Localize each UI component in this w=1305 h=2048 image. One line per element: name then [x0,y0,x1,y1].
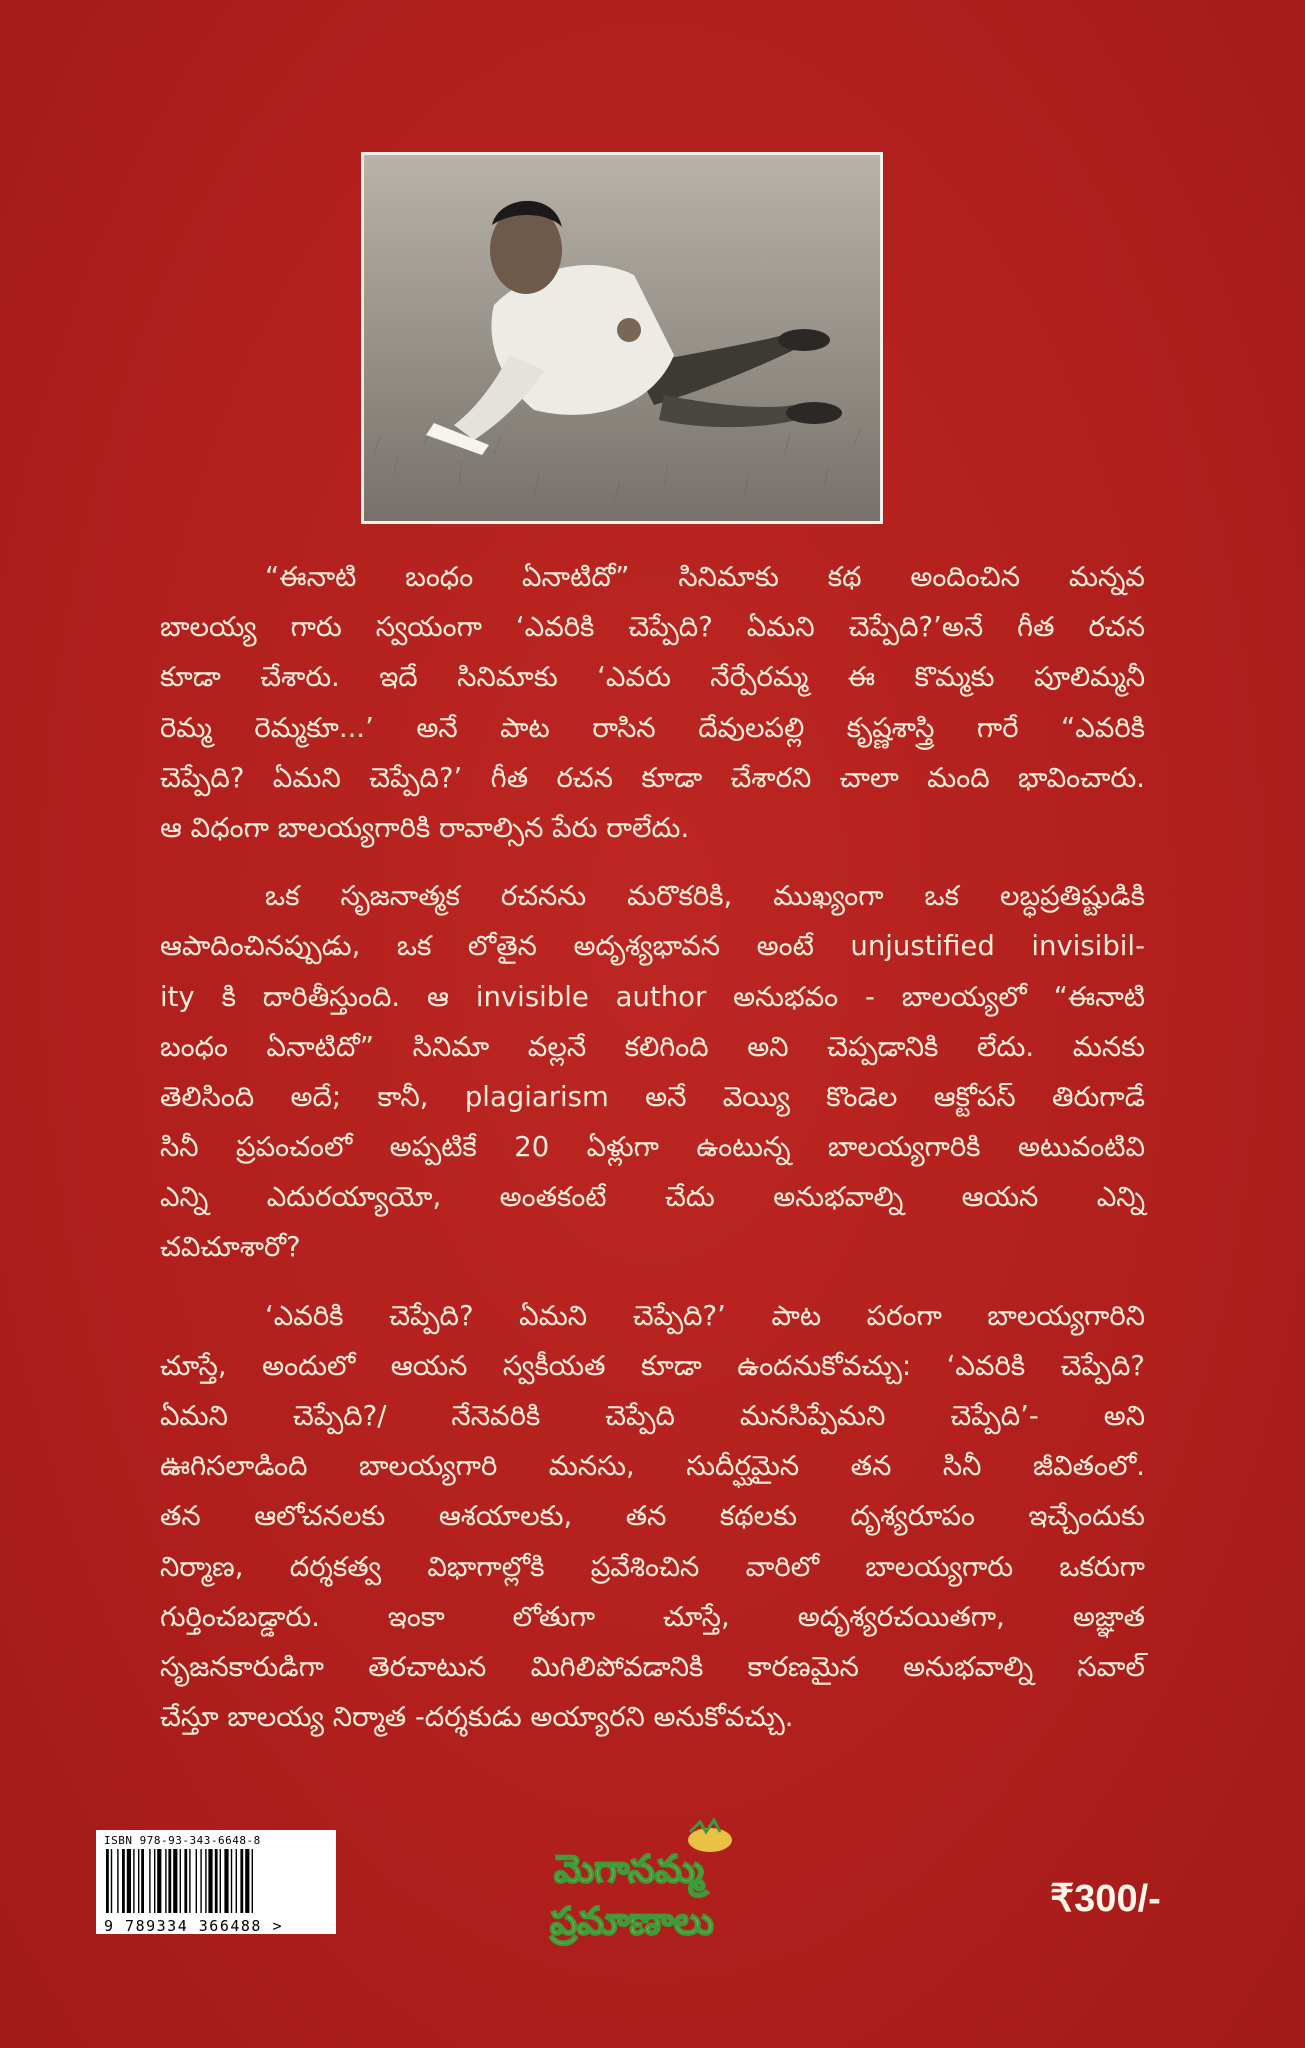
text-line: ఎన్ని ఎదురయ్యాయో, అంతకంటే చేదు అనుభవాల్ని ఆయన ఎన్ని [160,1181,1145,1214]
text-line: ఆపాదించినప్పుడు, ఒక లోతైన అదృశ్యభావన అంటే unjustified invisibil- [160,930,1145,963]
logo-line-1: మెగానమ్మ [554,1847,704,1891]
text-line: “ఈనాటి బంధం ఏనాటిదో” సినిమాకు కథ అందించిన మన్నవ [265,561,1145,593]
text-line: సినీ ప్రపంచంలో అప్పటికే 20 ఏళ్లుగా ఉంటున్న బాలయ్యగారికి అటువంటివి [160,1131,1145,1164]
cover-photo [361,152,883,524]
barcode-bars-icon [104,1849,328,1913]
isbn-label: ISBN 978-93-343-6648-8 [104,1834,261,1847]
text-line: తన ఆలోచనలకు ఆశయాలకు, తన కథలకు దృశ్యరూపం ఇచ్చేందుకు [160,1500,1145,1533]
back-cover-text [160,552,1145,1742]
paragraph-3 [160,1291,1145,1743]
text-line: ఆ విధంగా బాలయ్యగారికి రావాల్సిన పేరు రాలేదు. [160,811,690,844]
isbn-number: 9 789334 366488 > [104,1917,284,1935]
text-line: కూడా చేశారు. ఇదే సినిమాకు ‘ఎవరు నేర్పేరమ్మ ఈ కొమ్మకు పూలిమ్మనీ [160,661,1145,694]
text-line: బాలయ్య గారు స్వయంగా ‘ఎవరికి చెప్పేది? ఏమని చెప్పేది?’అనే గీత రచన [160,611,1145,644]
publisher-logo [540,1812,770,1962]
price: ₹300/- [1050,1878,1161,1920]
text-line: రెమ్మ రెమ్మకూ...’ అనే పాట రాసిన దేవులపల్లి కృష్ణశాస్త్రి గారే “ఎవరికి [160,711,1145,744]
text-line: తెలిసింది అదే; కానీ, plagiarism అనే వెయ్యి కొండెల ఆక్టోపస్ తిరుగాడే [160,1080,1145,1113]
text-line: బంధం ఏనాటిదో” సినిమా వల్లనే కలిగింది అని చెప్పడానికి లేదు. మనకు [160,1030,1145,1063]
text-line: గుర్తించబడ్డారు. ఇంకా లోతుగా చూస్తే, అదృశ్యరచయితగా, అజ్ఞాత [160,1600,1145,1633]
publisher-logo-icon [540,1812,770,1962]
text-line: ఊగిసలాడింది బాలయ్యగారి మనసు, సుదీర్ఘమైన తన సినీ జీవితంలో. [160,1450,1145,1483]
paragraph-2 [160,871,1145,1273]
text-line: చెప్పేది? ఏమని చెప్పేది?’ గీత రచన కూడా చేశారని చాలా మంది భావించారు. [160,761,1145,794]
isbn-barcode [96,1830,336,1934]
text-line: చవిచూశారో? [160,1231,301,1264]
text-line: ఒక సృజనాత్మక రచనను మరొకరికి, ముఖ్యంగా ఒక లబ్ధప్రతిష్టుడికి [265,880,1145,913]
paragraph-1 [160,552,1145,853]
text-line: చూస్తే, అందులో ఆయన స్వకీయత కూడా ఉందనుకోవచ్చు: ‘ఎవరికి చెప్పేది? [160,1349,1145,1382]
text-line: నిర్మాణ, దర్శకత్వ విభాగాల్లోకి ప్రవేశించిన వారిలో బాలయ్యగారు ఒకరుగా [160,1550,1145,1583]
text-line: ఏమని చెప్పేది?/ నేనెవరికి చెప్పేది మనసిప్పేమని చెప్పేది’- అని [160,1400,1145,1432]
text-line: ity కి దారితీస్తుంది. ఆ invisible author అనుభవం - బాలయ్యలో “ఈనాటి [160,980,1145,1013]
text-line: సృజనకారుడిగా తెరచాటున మిగిలిపోవడానికి కారణమైన అనుభవాల్ని సవాల్ [160,1650,1145,1683]
text-line: ‘ఎవరికి చెప్పేది? ఏమని చెప్పేది?’ పాట పరంగా బాలయ్యగారిని [265,1299,1145,1332]
logo-line-2: ప్రమాణాలు [550,1899,714,1943]
text-line: చేస్తూ బాలయ్య నిర్మాత -దర్శకుడు అయ్యారని అనుకోవచ్చు. [160,1701,794,1734]
man-reclining-on-grass-photo [364,155,880,521]
